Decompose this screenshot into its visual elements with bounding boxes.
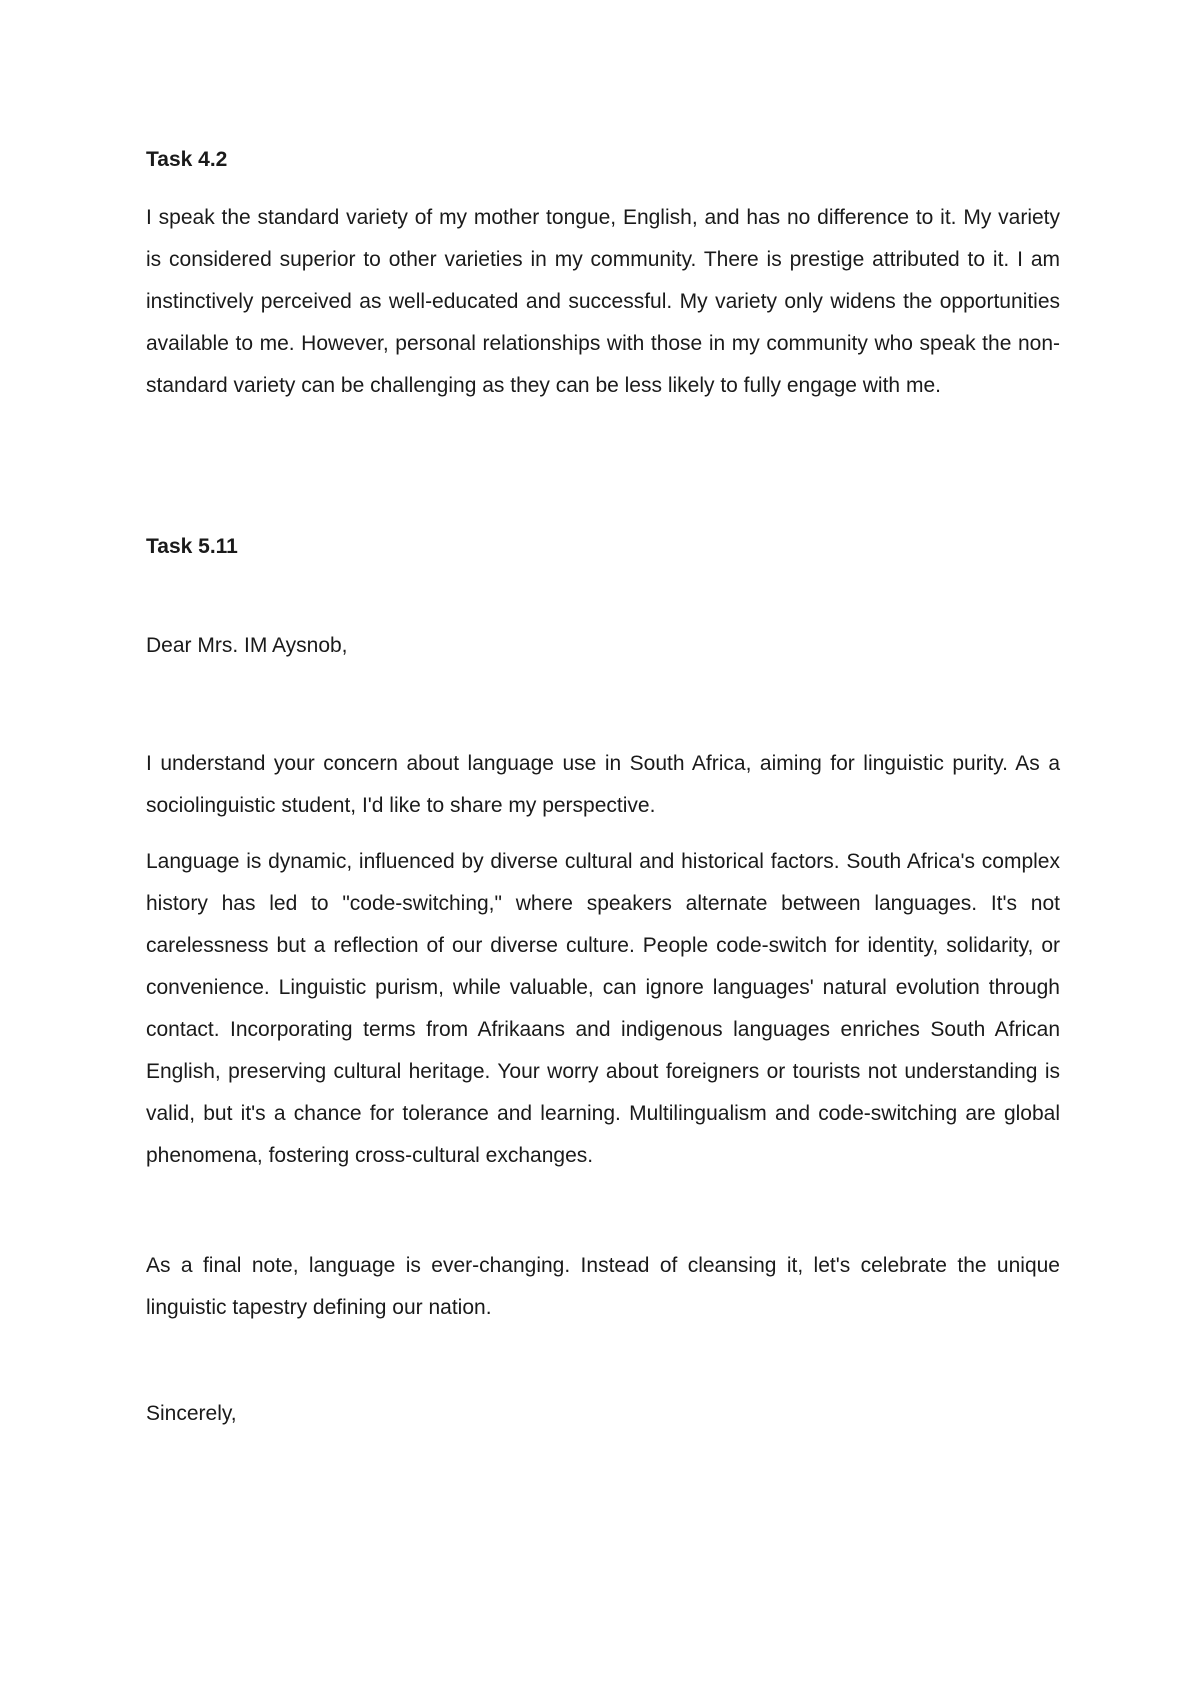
task-5-11-heading: Task 5.11 (146, 535, 238, 558)
letter-closing: Sincerely, (146, 1402, 237, 1425)
task-4-2-paragraph: I speak the standard variety of my mother tongue, English, and has no difference to it. My variety is considered superior to other varieties in my community. There is prestige attributed to it. I am instinctively perceived as well-educated and successful. My variety only widens the opportunities available to me. However, personal relationships with those in my community who speak the non-standard variety can be challenging as they can be less likely to fully engage with me. (146, 206, 1060, 397)
letter-paragraph-2: Language is dynamic, influenced by diverse cultural and historical factors. South Africa's complex history has led to "code-switching," where speakers alternate between languages. It's not carelessness but a reflection of our diverse culture. People code-switch for identity, solidarity, or convenience. Linguistic purism, while valuable, can ignore languages' natural evolution through contact. Incorporating terms from Afrikaans and indigenous languages enriches South African English, preserving cultural heritage. Your worry about foreigners or tourists not understanding is valid, but it's a chance for tolerance and learning. Multilingualism and code-switching are global phenomena, fostering cross-cultural exchanges. (146, 850, 1060, 1167)
letter-paragraph-3: As a final note, language is ever-changing. Instead of cleansing it, let's celebrate the unique linguistic tapestry defining our nation. (146, 1254, 1060, 1319)
task-4-2-heading: Task 4.2 (146, 148, 228, 171)
letter-salutation: Dear Mrs. IM Aysnob, (146, 634, 348, 657)
letter-paragraph-1: I understand your concern about language use in South Africa, aiming for linguistic purity. As a sociolinguistic student, I'd like to share my perspective. (146, 752, 1060, 817)
